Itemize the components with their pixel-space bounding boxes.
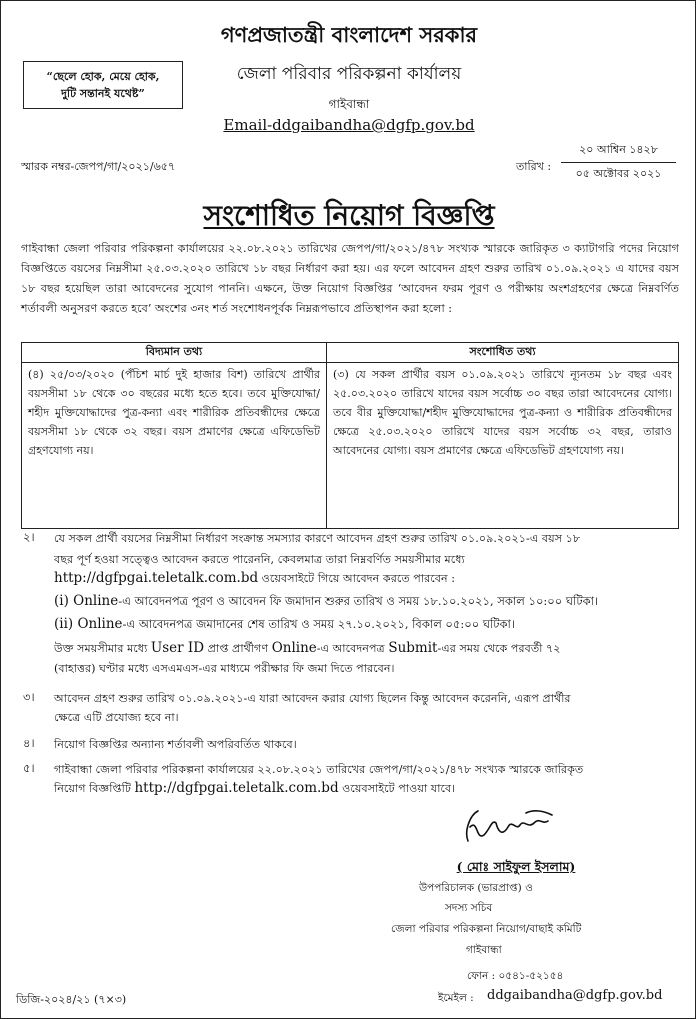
sub-1-text: -এ আবেদনপত্র পূরণ ও আবেদন ফি জমাদান শুরুর তারিখ ও সময় ১৮.১০.২০২১, সকাল ১০:০০ ঘটিকা।	[118, 594, 599, 608]
p2b-online: Online	[271, 640, 317, 656]
p2b-userid: User ID	[150, 640, 205, 656]
signature-mark	[456, 801, 566, 851]
item-2-sub-1	[54, 593, 598, 612]
signatory-role: সদস্য সচিব	[445, 902, 493, 914]
item-2-number: ২।	[23, 530, 35, 544]
p2b-d: -এর সময় থেকে পরবর্তী ৭২	[437, 642, 561, 655]
item-3-line-2: ক্ষেত্রে এটি প্রযোজ্য হবে না।	[54, 711, 179, 724]
existing-info-cell: (৪) ২৫/০৩/২০২০ (পঁচিশ মার্চ দুই হাজার বিশ) তারিখে প্রার্থীর বয়সসীমা ১৮ থেকে ৩০ বছরের মধ্যে হতে হবে। তবে মুক্তিযোদ্ধা/শহীদ মুক্তিযোদ্ধাদের পুত্র-কন্যা এবং শারীরিক প্রতিবন্ধীদের ক্ষেত্রে বয়সসীমা ১৮ থেকে ৩২ বছর। বয়স প্রমাণের ক্ষেত্রে এফিডেভিট গ্রহণযোগ্য নয়।	[22, 363, 327, 529]
item-5-line-2	[54, 778, 679, 799]
item-2-para-b-line-2: (বাহাত্তর) ঘণ্টার মধ্যে এসএমএস-এর মাধ্যমে পরীক্ষার ফি জমা দিতে পারবেন।	[54, 662, 395, 675]
item-3-number: ৩।	[23, 690, 35, 704]
notice-title: সংশোধিত নিয়োগ বিজ্ঞপ্তি	[203, 199, 495, 232]
slogan-line-1: “ছেলে হোক, মেয়ে হোক,	[46, 70, 160, 83]
item-2-para-b-line-1	[54, 638, 679, 659]
revised-info-header: সংশোধিত তথ্য	[327, 343, 679, 363]
government-title: গণপ্রজাতন্ত্রী বাংলাদেশ সরকার	[220, 22, 478, 47]
date-bangla: ২০ আশ্বিন ১৪২৮	[561, 141, 676, 163]
signatory-email[interactable]: ddgaibandha@dgfp.gov.bd	[487, 988, 663, 1003]
office-name: জেলা পরিবার পরিকল্পনা কার্যালয়	[236, 64, 462, 84]
signatory-email-label: ইমেইল :	[438, 992, 474, 1004]
p2b-b: প্রাপ্ত প্রার্থীগণ	[204, 642, 272, 655]
sub-1-prefix: (i) Online	[54, 593, 119, 609]
item-5-number: ৫।	[23, 761, 35, 775]
website-link-2[interactable]: http://dgfpgai.teletalk.com.bd	[134, 780, 339, 796]
existing-info-header: বিদ্যমান তথ্য	[22, 343, 327, 363]
p2b-c: -এ আবেদনপত্র	[316, 642, 389, 655]
signatory-district: গাইবান্ধা	[466, 944, 502, 956]
item-2-line-1: যে সকল প্রার্থী বয়সের নিম্নসীমা নির্ধারণ সংক্রান্ত সমস্যার কারণে আবেদন গ্রহণ শুরুর তারিখ ০১.০৯.২০২১-এ বয়স ১৮	[54, 532, 581, 545]
p5-b: ওয়েবসাইটে পাওয়া যাবে।	[338, 782, 456, 795]
revised-info-cell: (৩) যে সকল প্রার্থীর বয়স ০১.০৯.২০২১ তারিখে ন্যূনতম ১৮ বছর এবং ২৫.০৩.২০২০ তারিখে যাদের বয়স সর্বোচ্চ ৩০ বছর তারা আবেদনের যোগ্য। তবে বীর মুক্তিযোদ্ধা/শহীদ মুক্তিযোদ্ধাদের পুত্র-কন্যা ও শারীরিক প্রতিবন্ধীদের ক্ষেত্রে ২৫.০৩.২০২০ তারিখে যাদের বয়স সর্বোচ্চ ৩২ বছর, তারাও আবেদনের যোগ্য। বয়স প্রমাণের ক্ষেত্রে এফিডেভিট গ্রহণযোগ্য নয়।	[327, 363, 679, 529]
memo-number: স্মারক নম্বর-জেপপ/গা/২০২১/৬৫৭	[21, 160, 176, 173]
office-email: Email-ddgaibandha@dgfp.gov.bd	[223, 116, 475, 134]
p2b-submit: Submit	[388, 640, 438, 656]
intro-paragraph: গাইবান্ধা জেলা পরিবার পরিকল্পনা কার্যালয়ের ২২.০৮.২০২১ তারিখের জেপপ/গা/২০২১/৪৭৮ সংখ্যক স্মারকে জারিকৃত ৩ ক্যাটাগরি পদের নিয়োগ বিজ্ঞপ্তিতে বয়সের নিম্নসীমা ২৫.০৩.২০২০ তারিখে ১৮ বছর নির্ধারণ করা হয়। এর ফলে আবেদন গ্রহণ শুরুর তারিখ ০১.০৯.২০২১ এ যাদের বয়স ১৮ বছর হয়েছিল তারা আবেদনের সুযোগ পাননি। এক্ষনে, উক্ত নিয়োগ বিজ্ঞপ্তির ‘আবেদন ফরম পূরণ ও পরীক্ষায় অংশগ্রহণের ক্ষেত্রে নিম্নবর্ণিত শর্তাবলী অনুসরণ করতে হবে’ অংশের ৩নং শর্ত সংশোধনপূর্বক নিম্নরূপভাবে প্রতিস্থাপন করা হলো :	[21, 242, 679, 315]
item-2-sub-2	[54, 616, 515, 635]
office-district: গাইবান্ধা	[328, 97, 370, 111]
item-5-line-1: গাইবান্ধা জেলা পরিবার পরিকল্পনা কার্যালয়ের ২২.০৮.২০২১ তারিখের জেপপ/গা/২০২১/৪৭৮ সংখ্যক স্মারকে জারিকৃত	[54, 763, 584, 776]
website-link[interactable]: http://dgfpgai.teletalk.com.bd	[54, 570, 259, 586]
signatory-committee: জেলা পরিবার পরিকল্পনা নিয়োগ/বাছাই কমিটি	[391, 923, 582, 935]
slogan-line-2: দুটি সন্তানই যথেষ্ট”	[61, 87, 145, 100]
date-english: ০৫ অক্টোবর ২০২১	[575, 167, 662, 180]
item-2-line-3-tail: ওয়েবসাইটে গিয়ে আবেদন করতে পারবেন :	[258, 572, 456, 585]
signatory-phone: ফোন : ০৫৪১-৫২১৫৪	[467, 970, 564, 982]
date-label: তারিখ :	[516, 160, 552, 173]
comparison-table	[21, 342, 679, 529]
footer-code: ডিজি-২০২৪/২১ (৭×৩)	[16, 993, 127, 1006]
item-2-line-2: বছর পূর্ণ হওয়া সত্ত্বেও আবেদন করতে পারেননি, কেবলমাত্র তারা নিম্নবর্ণিত সময়সীমার মধ্যে	[54, 553, 465, 566]
item-4-text: নিয়োগ বিজ্ঞপ্তির অন্যান্য শর্তাবলী অপরিবর্তিত থাকবে।	[54, 738, 297, 751]
item-2-line-3	[54, 568, 679, 589]
signatory-designation: উপপরিচালক (ভারপ্রাপ্ত) ও	[419, 882, 533, 894]
item-4-number: ৪।	[23, 736, 35, 750]
sub-2-text: -এ আবেদনপত্র জমাদানের শেষ তারিখ ও সময় ২৭.১০.২০২১, বিকাল ০৫:০০ ঘটিকা।	[122, 617, 516, 631]
p5-a: নিয়োগ বিজ্ঞপ্তিটি	[54, 782, 135, 795]
signatory-name: ( মোঃ সাইফুল ইসলাম)	[456, 859, 576, 874]
sub-2-prefix: (ii) Online	[54, 616, 123, 632]
date-box	[561, 141, 676, 184]
item-3-line-1: আবেদন গ্রহণ শুরুর তারিখ ০১.০৯.২০২১-এ যারা আবেদন করার যোগ্য ছিলেন কিন্তু আবেদন করেননি, এরূপ প্রার্থীর	[54, 692, 571, 705]
p2b-a: উক্ত সময়সীমার মধ্যে	[54, 642, 151, 655]
